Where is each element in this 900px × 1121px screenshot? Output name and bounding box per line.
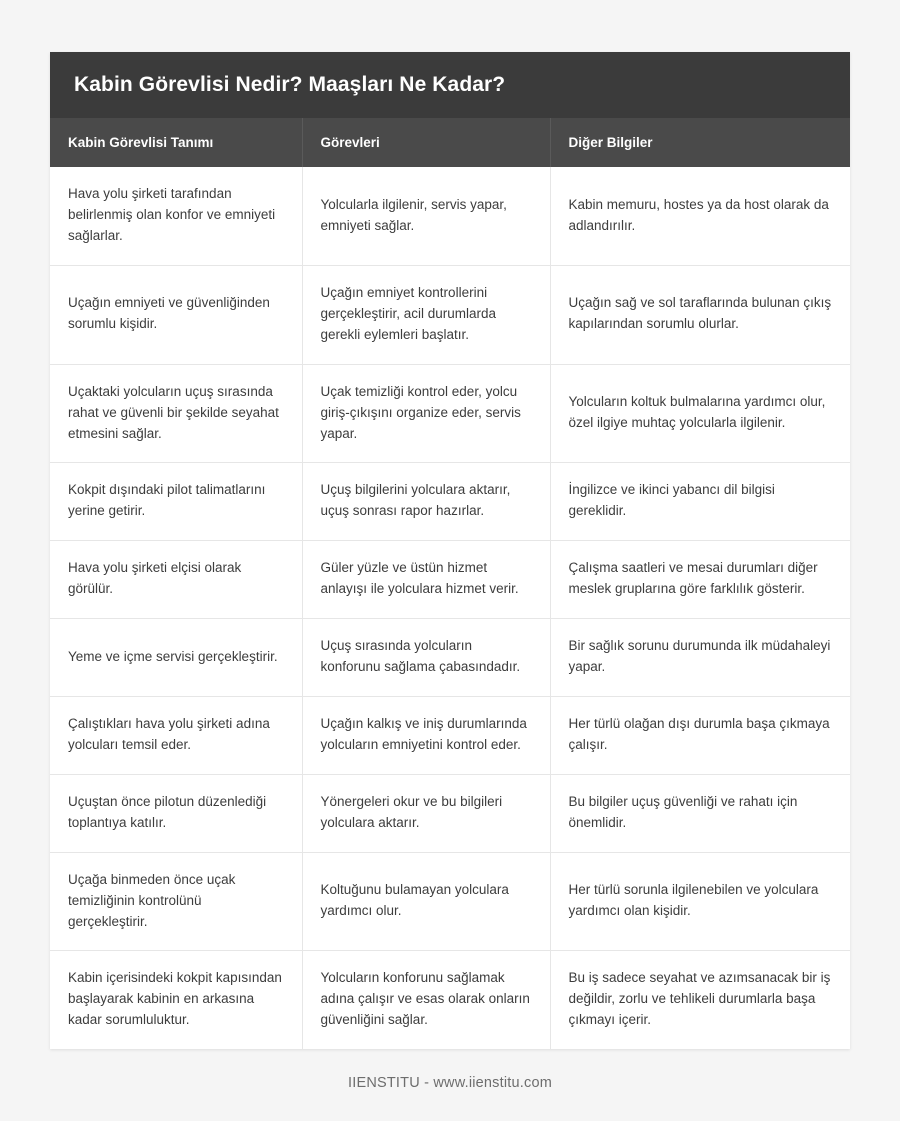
table-cell: Çalışma saatleri ve mesai durumları diğer meslek gruplarına göre farklılık gösterir.: [550, 541, 850, 619]
table-row: [50, 697, 850, 775]
table-cell: Her türlü olağan dışı durumla başa çıkmaya çalışır.: [550, 697, 850, 775]
table-cell: Uçak temizliği kontrol eder, yolcu giriş-çıkışını organize eder, servis yapar.: [302, 364, 550, 463]
table-row: [50, 463, 850, 541]
table-cell: Uçuş bilgilerini yolculara aktarır, uçuş sonrası rapor hazırlar.: [302, 463, 550, 541]
table-row: [50, 541, 850, 619]
table-cell: Bir sağlık sorunu durumunda ilk müdahaleyi yapar.: [550, 619, 850, 697]
table-cell: Uçağın kalkış ve iniş durumlarında yolcuların emniyetini kontrol eder.: [302, 697, 550, 775]
table-row: [50, 265, 850, 364]
table-cell: Yolcuların koltuk bulmalarına yardımcı olur, özel ilgiye muhtaç yolcularla ilgilenir.: [550, 364, 850, 463]
table-cell: Kabin memuru, hostes ya da host olarak da adlandırılır.: [550, 167, 850, 265]
table-cell: Güler yüzle ve üstün hizmet anlayışı ile yolculara hizmet verir.: [302, 541, 550, 619]
table-row: [50, 774, 850, 852]
table-cell: Kokpit dışındaki pilot talimatlarını yerine getirir.: [50, 463, 302, 541]
column-header-other-info: Diğer Bilgiler: [550, 118, 850, 167]
column-header-duties: Görevleri: [302, 118, 550, 167]
table-row: [50, 619, 850, 697]
table-cell: Bu bilgiler uçuş güvenliği ve rahatı için önemlidir.: [550, 774, 850, 852]
table-header-row: [50, 118, 850, 167]
footer-attribution: IIENSTITU - www.iienstitu.com: [348, 1075, 552, 1092]
table-cell: Yeme ve içme servisi gerçekleştirir.: [50, 619, 302, 697]
table-cell: Uçaktaki yolcuların uçuş sırasında rahat ve güvenli bir şekilde seyahat etmesini sağlar.: [50, 364, 302, 463]
table-cell: Yolcuların konforunu sağlamak adına çalışır ve esas olarak onların güvenliğini sağlar.: [302, 951, 550, 1049]
table-cell: Uçuş sırasında yolcuların konforunu sağlama çabasındadır.: [302, 619, 550, 697]
table-cell: Çalıştıkları hava yolu şirketi adına yolcuları temsil eder.: [50, 697, 302, 775]
table-row: [50, 364, 850, 463]
table-cell: Yolcularla ilgilenir, servis yapar, emniyeti sağlar.: [302, 167, 550, 265]
table-row: [50, 852, 850, 951]
table-cell: Uçağın emniyeti ve güvenliğinden sorumlu kişidir.: [50, 265, 302, 364]
table-cell: Hava yolu şirketi elçisi olarak görülür.: [50, 541, 302, 619]
table-cell: Koltuğunu bulamayan yolculara yardımcı olur.: [302, 852, 550, 951]
table-row: [50, 167, 850, 265]
info-table: [50, 118, 850, 1049]
table-cell: Her türlü sorunla ilgilenebilen ve yolculara yardımcı olan kişidir.: [550, 852, 850, 951]
infographic-card: [50, 52, 850, 1049]
page-title: Kabin Görevlisi Nedir? Maaşları Ne Kadar?: [74, 73, 506, 96]
table-cell: İngilizce ve ikinci yabancı dil bilgisi gereklidir.: [550, 463, 850, 541]
table-row: [50, 951, 850, 1049]
table-cell: Bu iş sadece seyahat ve azımsanacak bir iş değildir, zorlu ve tehlikeli durumlarla başa çıkmayı içerir.: [550, 951, 850, 1049]
title-bar: [50, 52, 850, 118]
column-header-definition: Kabin Görevlisi Tanımı: [50, 118, 302, 167]
table-body: [50, 167, 850, 1049]
table-header: [50, 118, 850, 167]
table-cell: Uçağın sağ ve sol taraflarında bulunan çıkış kapılarından sorumlu olurlar.: [550, 265, 850, 364]
table-cell: Uçuştan önce pilotun düzenlediği toplantıya katılır.: [50, 774, 302, 852]
table-cell: Hava yolu şirketi tarafından belirlenmiş olan konfor ve emniyeti sağlarlar.: [50, 167, 302, 265]
table-cell: Uçağın emniyet kontrollerini gerçekleştirir, acil durumlarda gerekli eylemleri başlatır.: [302, 265, 550, 364]
table-cell: Yönergeleri okur ve bu bilgileri yolculara aktarır.: [302, 774, 550, 852]
table-cell: Uçağa binmeden önce uçak temizliğinin kontrolünü gerçekleştirir.: [50, 852, 302, 951]
table-cell: Kabin içerisindeki kokpit kapısından başlayarak kabinin en arkasına kadar sorumluluktur.: [50, 951, 302, 1049]
